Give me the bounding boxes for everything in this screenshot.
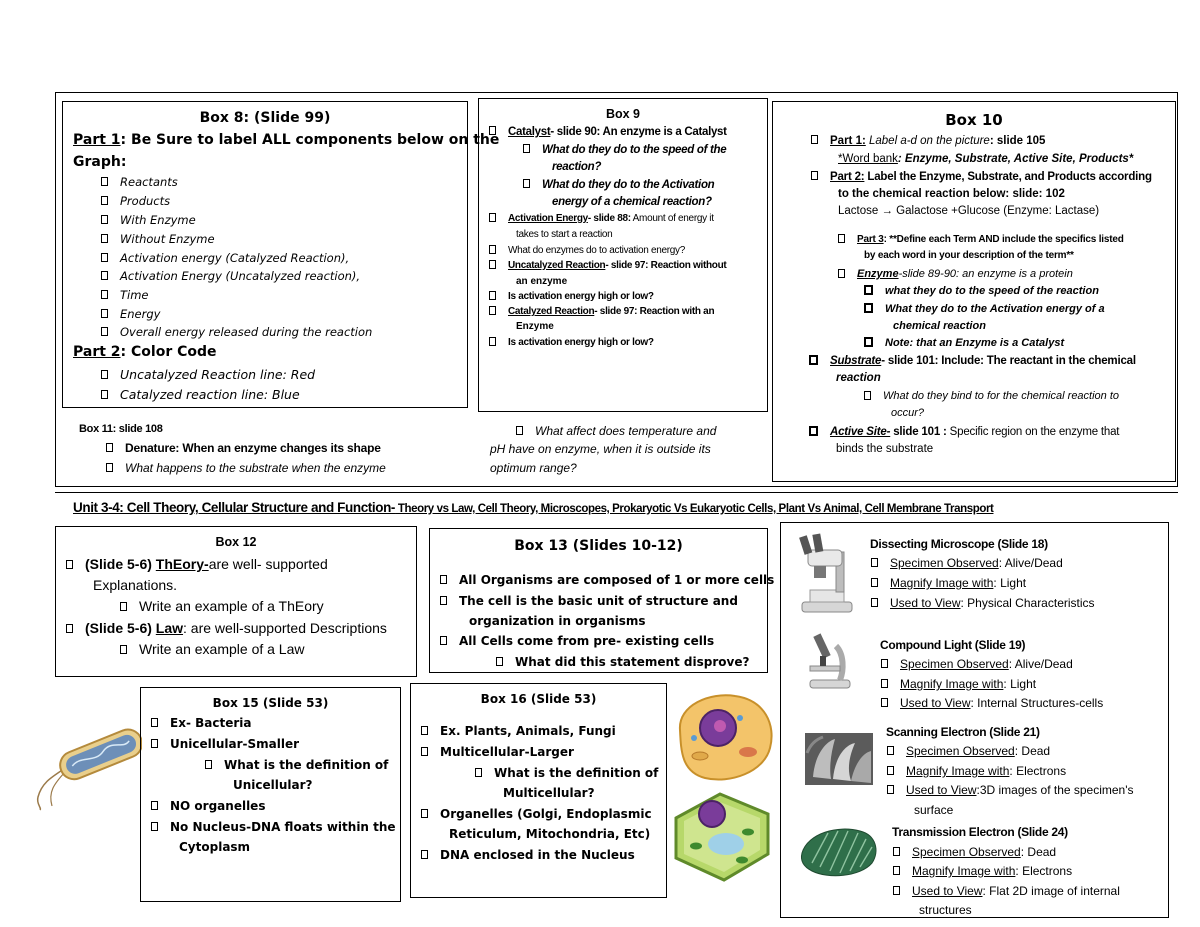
box8-color-item: Uncatalyzed Reaction line: Red (101, 367, 315, 382)
box12-law: (Slide 5-6) Law: are well-supported Descriptions (66, 620, 387, 636)
box16-item-sub: What is the definition of (475, 766, 658, 780)
compound-light-title: Compound Light (Slide 19) (880, 638, 1026, 652)
box-16 (410, 683, 667, 898)
box9-temperature-cont: pH have on enzyme, when it is outside its (490, 442, 711, 456)
box12-theory: (Slide 5-6) ThEory-are well- supported (66, 556, 328, 572)
scanning-electron-image (805, 733, 873, 785)
box11-item: What happens to the substrate when the enzyme (106, 461, 386, 475)
compound-magnify: Magnify Image with: Light (881, 677, 1036, 691)
box8-item: Without Enzyme (101, 232, 215, 246)
box9-title: Box 9 (605, 107, 641, 121)
box13-title: Box 13 (Slides 10-12) (514, 538, 683, 554)
box10-substrate: Substrate- slide 101: Include: The reactant in the chemical (809, 355, 1136, 367)
scanning-use: Used to View:3D images of the specimen's (887, 783, 1134, 797)
box8-item: Energy (101, 307, 160, 321)
box12-theory-sub: Write an example of a ThEory (120, 598, 324, 614)
box15-item-cont: Cytoplasm (179, 840, 251, 854)
box10-part2-cont: to the chemical reaction below: slide: 102 (838, 188, 1065, 200)
transmission-use: Used to View: Flat 2D image of internal (893, 884, 1120, 898)
box10-substrate-cont: reaction (836, 372, 881, 384)
box10-part3: Part 3: **Define each Term AND include the specifics listed (838, 234, 1124, 245)
box16-item: Ex. Plants, Animals, Fungi (421, 724, 616, 738)
box9-catalyzed-cont: Enzyme (516, 321, 554, 332)
box9-temperature-cont: optimum range? (490, 461, 577, 475)
box12-law-sub: Write an example of a Law (120, 641, 305, 657)
box9-activation: Activation Energy- slide 88: Amount of energy it (489, 213, 714, 224)
unit-banner: Unit 3-4: Cell Theory, Cellular Structure and Function- Theory vs Law, Cell Theory, Microscopes, Prokaryotic Vs Eukaryotic Cells, Plant Vs Animal, Cell Membrane Transport (73, 500, 994, 515)
dissecting-specimen: Specimen Observed: Alive/Dead (871, 556, 1063, 570)
dissecting-microscope-title: Dissecting Microscope (Slide 18) (870, 537, 1048, 551)
box13-item-sub: What did this statement disprove? (496, 655, 749, 669)
box8-title: Box 8: (Slide 99) (199, 110, 331, 126)
box8-item: Reactants (101, 175, 178, 189)
box8-part1: Part 1: Be Sure to label ALL components below on the (73, 132, 500, 148)
box15-item-sub-cont: Unicellular? (233, 778, 313, 792)
box10-enzyme-item: What they do to the Activation energy of a (864, 303, 1105, 315)
transmission-electron-title: Transmission Electron (Slide 24) (892, 825, 1068, 839)
box9-q4: Is activation energy high or low? (489, 291, 654, 302)
box9-q3: What do enzymes do to activation energy? (489, 245, 685, 256)
box10-part3-cont: by each word in your description of the term** (864, 250, 1074, 261)
box16-title: Box 16 (Slide 53) (480, 692, 597, 706)
box10-enzyme-item: what they do to the speed of the reaction (864, 285, 1099, 297)
box13-item: The cell is the basic unit of structure and (440, 594, 738, 608)
dissecting-magnify: Magnify Image with: Light (871, 576, 1026, 590)
box10-wordbank: *Word bank: Enzyme, Substrate, Active Site, Products* (838, 153, 1134, 165)
scanning-electron-title: Scanning Electron (Slide 21) (886, 725, 1040, 739)
box8-item: Activation Energy (Uncatalyzed reaction), (101, 269, 360, 283)
box10-active-site: Active Site- slide 101 : Specific region on the enzyme that (809, 426, 1119, 438)
box13-item: All Organisms are composed of 1 or more cells (440, 573, 774, 587)
box10-part2: Part 2: Label the Enzyme, Substrate, and Products according (811, 171, 1152, 183)
box-10 (772, 101, 1176, 482)
box16-item: Multicellular-Larger (421, 745, 574, 759)
box10-part1: Part 1: Label a-d on the picture: slide 105 (811, 135, 1045, 147)
box13-item-cont: organization in organisms (469, 614, 646, 628)
box15-item: No Nucleus-DNA floats within the (151, 820, 396, 834)
box-12 (55, 526, 417, 677)
transmission-electron-image (798, 823, 880, 879)
transmission-magnify: Magnify Image with: Electrons (893, 864, 1072, 878)
box10-substrate-question-cont: occur? (891, 407, 925, 419)
box15-item: Ex- Bacteria (151, 716, 251, 730)
transmission-specimen: Specimen Observed: Dead (893, 845, 1056, 859)
plant-cell-image (668, 788, 776, 886)
dissecting-use: Used to View: Physical Characteristics (871, 596, 1095, 610)
scanning-specimen: Specimen Observed: Dead (887, 744, 1050, 758)
box16-item: Organelles (Golgi, Endoplasmic (421, 807, 652, 821)
box15-item-sub: What is the definition of (205, 758, 388, 772)
compound-light-microscope-image (800, 630, 860, 690)
box9-q2-cont: energy of a chemical reaction? (552, 196, 712, 208)
box8-item: Overall energy released during the reaction (101, 325, 372, 339)
box10-enzyme-item-cont: chemical reaction (893, 320, 986, 332)
box15-item: NO organelles (151, 799, 265, 813)
box15-item: Unicellular-Smaller (151, 737, 299, 751)
dissecting-microscope-image (796, 532, 858, 614)
box8-part1-cont: Graph: (73, 154, 127, 170)
box9-q1: What do they do to the speed of the (523, 144, 726, 156)
box10-substrate-question: What do they bind to for the chemical reaction to (864, 390, 1119, 402)
box-15 (140, 687, 401, 902)
banner-divider (55, 492, 1178, 493)
box11-title: Box 11: slide 108 (79, 423, 163, 435)
box16-item-sub-cont: Multicellular? (503, 786, 595, 800)
compound-use: Used to View: Internal Structures-cells (881, 696, 1103, 710)
box9-catalyst: Catalyst- slide 90: An enzyme is a Catalyst (489, 126, 727, 138)
box12-theory-cont: Explanations. (93, 577, 178, 593)
box10-active-site-cont: binds the substrate (836, 443, 934, 455)
box12-title: Box 12 (215, 535, 257, 549)
scanning-magnify: Magnify Image with: Electrons (887, 764, 1066, 778)
box11-item: Denature: When an enzyme changes its shape (106, 441, 381, 455)
box9-q5: Is activation energy high or low? (489, 337, 654, 348)
box10-title: Box 10 (945, 111, 1003, 129)
box8-item: Activation energy (Catalyzed Reaction), (101, 251, 349, 265)
box9-catalyzed: Catalyzed Reaction- slide 97: Reaction with an (489, 306, 714, 317)
box-9 (478, 98, 768, 412)
scanning-use-cont: surface (914, 803, 954, 817)
box9-uncatalyzed-cont: an enzyme (516, 276, 568, 287)
box16-item: DNA enclosed in the Nucleus (421, 848, 635, 862)
box15-title: Box 15 (Slide 53) (212, 696, 329, 710)
box9-activation-cont: takes to start a reaction (516, 229, 613, 240)
box8-color-item: Catalyzed reaction line: Blue (101, 387, 300, 402)
transmission-use-cont: structures (919, 903, 972, 917)
box10-lactose: Lactose → Galactose +Glucose (Enzyme: Lactase) (838, 205, 1100, 217)
box13-item: All Cells come from pre- existing cells (440, 634, 714, 648)
box8-item: Time (101, 288, 149, 302)
compound-specimen: Specimen Observed: Alive/Dead (881, 657, 1073, 671)
box-8 (62, 101, 500, 408)
box10-enzyme-item: Note: that an Enzyme is a Catalyst (864, 337, 1064, 349)
box8-item: With Enzyme (101, 213, 196, 227)
bacterium-image (32, 722, 142, 812)
box9-uncatalyzed: Uncatalyzed Reaction- slide 97: Reaction without (489, 260, 726, 271)
box8-part2: Part 2: Color Code (73, 344, 217, 360)
box9-temperature-question: What affect does temperature and (516, 424, 716, 438)
box16-item-cont: Reticulum, Mitochondria, Etc) (449, 827, 651, 841)
box9-q2: What do they do to the Activation (523, 179, 714, 191)
box-13 (429, 528, 775, 673)
box8-item: Products (101, 194, 170, 208)
animal-cell-image (670, 690, 780, 785)
box9-q1-cont: reaction? (552, 161, 602, 173)
box10-enzyme: Enzyme-slide 89-90: an enzyme is a protein (838, 268, 1073, 280)
